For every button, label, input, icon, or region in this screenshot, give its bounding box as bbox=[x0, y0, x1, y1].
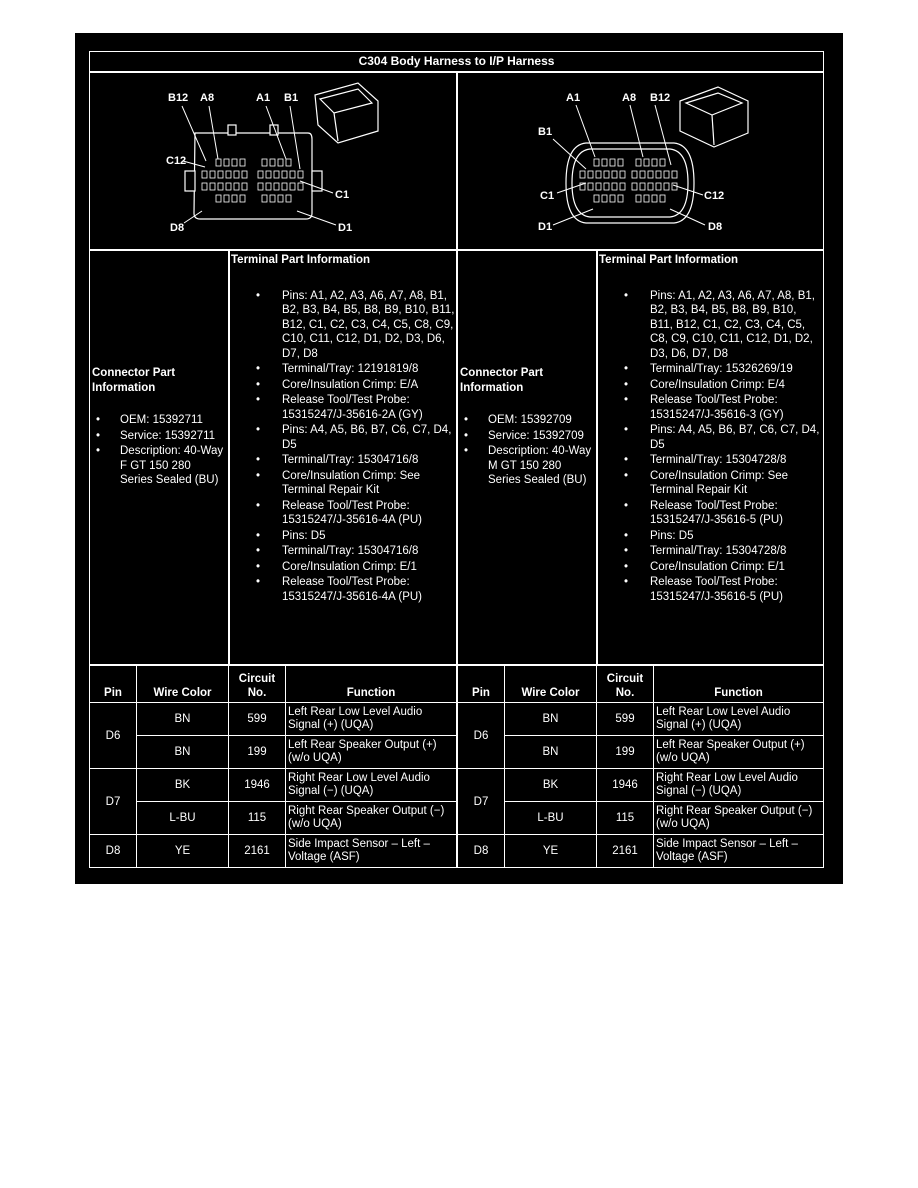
table-row bbox=[90, 769, 457, 802]
cavity bbox=[640, 171, 645, 178]
cavity bbox=[278, 159, 283, 166]
table-row bbox=[458, 769, 824, 802]
cavity bbox=[648, 171, 653, 178]
terminal-group bbox=[599, 423, 822, 528]
circuit-cell: 199 bbox=[229, 736, 286, 769]
cavity bbox=[596, 171, 601, 178]
table-row bbox=[458, 802, 824, 835]
cavity bbox=[652, 159, 657, 166]
cavity bbox=[210, 171, 215, 178]
terminal-info-item: • Release Tool/Test Probe: 15315247/J-35616-4A (PU) bbox=[231, 575, 455, 604]
cavity bbox=[604, 183, 609, 190]
terminal-group bbox=[231, 529, 455, 605]
connector-info-item: • Description: 40-Way F GT 150 280 Series Sealed (BU) bbox=[92, 444, 226, 488]
cavity bbox=[224, 195, 229, 202]
cavity bbox=[632, 183, 637, 190]
pin-cell: D8 bbox=[458, 835, 505, 868]
pin-label-c12: C12 bbox=[166, 155, 187, 167]
pin-label-b1: B1 bbox=[284, 92, 299, 104]
table-row bbox=[458, 835, 824, 868]
cavity bbox=[274, 171, 279, 178]
circuit-cell: 599 bbox=[597, 703, 654, 736]
pin-label-c1: C1 bbox=[335, 189, 350, 201]
terminal-info-item: • Pins: A1, A2, A3, A6, A7, A8, B1, B2, B3, B4, B5, B8, B9, B10, B11, B12, C1, C2, C3, C4, C5, C8, C9, C10, C11, C12, D1, D2, D3, D6, D7, D8 bbox=[231, 289, 455, 362]
cavity bbox=[258, 171, 263, 178]
header-pin: Pin bbox=[458, 666, 505, 703]
connector-info-item: • Service: 15392709 bbox=[460, 429, 594, 444]
wire-color-cell: BK bbox=[137, 769, 229, 802]
pin-label-a8: A8 bbox=[200, 92, 215, 104]
cavity bbox=[224, 159, 229, 166]
cavity bbox=[240, 159, 245, 166]
table-row bbox=[90, 736, 457, 769]
circuit-cell: 2161 bbox=[597, 835, 654, 868]
table-row bbox=[90, 703, 457, 736]
cavity bbox=[644, 195, 649, 202]
wire-color-cell: BN bbox=[505, 736, 597, 769]
right-pin-table bbox=[457, 665, 824, 868]
function-cell: Right Rear Speaker Output (−) (w/o UQA) bbox=[654, 802, 824, 835]
header-pin: Pin bbox=[90, 666, 137, 703]
right-connector-info bbox=[460, 366, 594, 489]
terminal-group bbox=[599, 289, 822, 423]
terminal-info-item: • Pins: A1, A2, A3, A6, A7, A8, B1, B2, B3, B4, B5, B8, B9, B10, B11, B12, C1, C2, C3, C4, C5, C8, C9, C10, C11, C12, D1, D2, D3, D6, D7, D8 bbox=[599, 289, 822, 362]
function-cell: Left Rear Speaker Output (+) (w/o UQA) bbox=[654, 736, 824, 769]
pin-label-a1: A1 bbox=[566, 92, 581, 104]
terminal-info-item: • Pins: A4, A5, B6, B7, C6, C7, D4, D5 bbox=[231, 423, 455, 452]
terminal-group bbox=[599, 529, 822, 605]
cavity bbox=[266, 183, 271, 190]
pin-cell: D6 bbox=[90, 703, 137, 769]
wire-color-cell: BN bbox=[137, 736, 229, 769]
cavity bbox=[298, 171, 303, 178]
cavity bbox=[588, 183, 593, 190]
cavity bbox=[596, 183, 601, 190]
pin-label-c1: C1 bbox=[540, 190, 555, 202]
table-row bbox=[90, 802, 457, 835]
function-cell: Left Rear Speaker Output (+) (w/o UQA) bbox=[286, 736, 457, 769]
pin-label-d8: D8 bbox=[708, 221, 723, 233]
cavity bbox=[210, 183, 215, 190]
cavity bbox=[588, 171, 593, 178]
function-cell: Right Rear Speaker Output (−) (w/o UQA) bbox=[286, 802, 457, 835]
cavity bbox=[218, 171, 223, 178]
terminal-info-item: • Terminal/Tray: 15304728/8 bbox=[599, 453, 822, 468]
pin-label-a8: A8 bbox=[622, 92, 637, 104]
pin-label-a1: A1 bbox=[256, 92, 271, 104]
terminal-info-item: • Terminal/Tray: 15304716/8 bbox=[231, 544, 455, 559]
right-terminal-info bbox=[599, 253, 822, 605]
wire-color-cell: BN bbox=[505, 703, 597, 736]
terminal-info-item: • Terminal/Tray: 12191819/8 bbox=[231, 362, 455, 377]
circuit-cell: 115 bbox=[229, 802, 286, 835]
header-wire: Wire Color bbox=[137, 666, 229, 703]
left-connector-diagram bbox=[90, 73, 456, 249]
cavity bbox=[226, 183, 231, 190]
terminal-info-item: • Release Tool/Test Probe: 15315247/J-35616-4A (PU) bbox=[231, 499, 455, 528]
cavity bbox=[274, 183, 279, 190]
table-row bbox=[458, 736, 824, 769]
cavity bbox=[632, 171, 637, 178]
cavity bbox=[216, 159, 221, 166]
table-row bbox=[90, 835, 457, 868]
terminal-info-heading: Terminal Part Information bbox=[599, 254, 739, 266]
terminal-info-item: • Terminal/Tray: 15326269/19 bbox=[599, 362, 822, 377]
cavity bbox=[218, 183, 223, 190]
pin-label-c12: C12 bbox=[704, 190, 725, 202]
terminal-info-item: • Core/Insulation Crimp: E/1 bbox=[599, 560, 822, 575]
connector-info-item: • OEM: 15392711 bbox=[92, 413, 226, 428]
cavity bbox=[278, 195, 283, 202]
pin-cell: D7 bbox=[90, 769, 137, 835]
cavity bbox=[232, 159, 237, 166]
wire-color-cell: YE bbox=[137, 835, 229, 868]
cavity bbox=[656, 183, 661, 190]
cavity bbox=[602, 159, 607, 166]
terminal-info-item: • Core/Insulation Crimp: E/A bbox=[231, 378, 455, 393]
cavity bbox=[648, 183, 653, 190]
cavity bbox=[286, 195, 291, 202]
cavity bbox=[620, 183, 625, 190]
function-cell: Side Impact Sensor – Left – Voltage (ASF) bbox=[286, 835, 457, 868]
cavity bbox=[282, 171, 287, 178]
cavity bbox=[580, 171, 585, 178]
terminal-info-item: • Core/Insulation Crimp: See Terminal Repair Kit bbox=[231, 469, 455, 498]
cavity bbox=[240, 195, 245, 202]
cavity bbox=[242, 183, 247, 190]
cavity bbox=[636, 195, 641, 202]
cavity bbox=[656, 171, 661, 178]
page-title: C304 Body Harness to I/P Harness bbox=[89, 51, 824, 72]
pin-label-b12: B12 bbox=[168, 92, 189, 104]
cavity bbox=[234, 171, 239, 178]
connector-info-item: • Description: 40-Way M GT 150 280 Series Sealed (BU) bbox=[460, 444, 594, 488]
terminal-group bbox=[231, 423, 455, 528]
cavity bbox=[660, 195, 665, 202]
terminal-info-item: • Release Tool/Test Probe: 15315247/J-35616-2A (GY) bbox=[231, 393, 455, 422]
wire-color-cell: BN bbox=[137, 703, 229, 736]
cavity bbox=[594, 195, 599, 202]
connector-info-item: • Service: 15392711 bbox=[92, 429, 226, 444]
cavity bbox=[216, 195, 221, 202]
cavity bbox=[620, 171, 625, 178]
cavity bbox=[234, 183, 239, 190]
cavity bbox=[202, 183, 207, 190]
cavity bbox=[618, 159, 623, 166]
cavity bbox=[610, 159, 615, 166]
cavity bbox=[258, 183, 263, 190]
terminal-info-item: • Terminal/Tray: 15304716/8 bbox=[231, 453, 455, 468]
terminal-info-item: • Core/Insulation Crimp: E/4 bbox=[599, 378, 822, 393]
cavity bbox=[298, 183, 303, 190]
cavity bbox=[290, 183, 295, 190]
cavity bbox=[594, 159, 599, 166]
cavity bbox=[282, 183, 287, 190]
circuit-cell: 199 bbox=[597, 736, 654, 769]
pin-label-b12: B12 bbox=[650, 92, 671, 104]
connector-info-heading: Connector Part Information bbox=[460, 367, 544, 394]
cavity bbox=[672, 171, 677, 178]
circuit-cell: 115 bbox=[597, 802, 654, 835]
cavity bbox=[664, 171, 669, 178]
header-function: Function bbox=[654, 666, 824, 703]
circuit-cell: 1946 bbox=[597, 769, 654, 802]
left-connector-info bbox=[92, 366, 226, 489]
pin-cell: D6 bbox=[458, 703, 505, 769]
cavity bbox=[664, 183, 669, 190]
terminal-group bbox=[231, 289, 455, 423]
pin-label-b1: B1 bbox=[538, 126, 553, 138]
cavity bbox=[262, 159, 267, 166]
cavity bbox=[290, 171, 295, 178]
terminal-info-item: • Pins: D5 bbox=[231, 529, 455, 544]
terminal-info-item: • Pins: D5 bbox=[599, 529, 822, 544]
function-cell: Side Impact Sensor – Left – Voltage (ASF) bbox=[654, 835, 824, 868]
cavity bbox=[610, 195, 615, 202]
left-pin-table bbox=[89, 665, 457, 868]
wire-color-cell: L-BU bbox=[137, 802, 229, 835]
terminal-info-item: • Core/Insulation Crimp: E/1 bbox=[231, 560, 455, 575]
wire-color-cell: YE bbox=[505, 835, 597, 868]
header-circuit: Circuit No. bbox=[597, 666, 654, 703]
header-circuit: Circuit No. bbox=[229, 666, 286, 703]
pin-label-d1: D1 bbox=[538, 221, 553, 233]
cavity bbox=[612, 183, 617, 190]
wire-color-cell: BK bbox=[505, 769, 597, 802]
connector-info-heading: Connector Part Information bbox=[92, 367, 176, 394]
function-cell: Left Rear Low Level Audio Signal (+) (UQA) bbox=[654, 703, 824, 736]
cavity bbox=[266, 171, 271, 178]
function-cell: Right Rear Low Level Audio Signal (−) (UQA) bbox=[286, 769, 457, 802]
terminal-info-item: • Core/Insulation Crimp: See Terminal Repair Kit bbox=[599, 469, 822, 498]
function-cell: Left Rear Low Level Audio Signal (+) (UQA) bbox=[286, 703, 457, 736]
cavity bbox=[636, 159, 641, 166]
cavity bbox=[270, 159, 275, 166]
cavity bbox=[612, 171, 617, 178]
terminal-info-heading: Terminal Part Information bbox=[231, 254, 371, 266]
pin-label-d1: D1 bbox=[338, 222, 353, 234]
wire-color-cell: L-BU bbox=[505, 802, 597, 835]
left-terminal-info bbox=[231, 253, 455, 605]
right-connector-diagram bbox=[458, 73, 823, 249]
circuit-cell: 1946 bbox=[229, 769, 286, 802]
cavity bbox=[602, 195, 607, 202]
terminal-info-item: • Release Tool/Test Probe: 15315247/J-35616-5 (PU) bbox=[599, 499, 822, 528]
cavity bbox=[652, 195, 657, 202]
terminal-info-item: • Terminal/Tray: 15304728/8 bbox=[599, 544, 822, 559]
header-function: Function bbox=[286, 666, 457, 703]
cavity bbox=[242, 171, 247, 178]
function-cell: Right Rear Low Level Audio Signal (−) (UQA) bbox=[654, 769, 824, 802]
cavity bbox=[640, 183, 645, 190]
connector-info-item: • OEM: 15392709 bbox=[460, 413, 594, 428]
cavity bbox=[226, 171, 231, 178]
pin-label-d8: D8 bbox=[170, 222, 185, 234]
cavity bbox=[286, 159, 291, 166]
cavity bbox=[618, 195, 623, 202]
cavity bbox=[262, 195, 267, 202]
terminal-info-item: • Pins: A4, A5, B6, B7, C6, C7, D4, D5 bbox=[599, 423, 822, 452]
cavity bbox=[232, 195, 237, 202]
pin-cell: D8 bbox=[90, 835, 137, 868]
circuit-cell: 2161 bbox=[229, 835, 286, 868]
circuit-cell: 599 bbox=[229, 703, 286, 736]
cavity bbox=[270, 195, 275, 202]
pin-cell: D7 bbox=[458, 769, 505, 835]
cavity bbox=[202, 171, 207, 178]
terminal-info-item: • Release Tool/Test Probe: 15315247/J-35616-3 (GY) bbox=[599, 393, 822, 422]
terminal-info-item: • Release Tool/Test Probe: 15315247/J-35616-5 (PU) bbox=[599, 575, 822, 604]
cavity bbox=[644, 159, 649, 166]
cavity bbox=[604, 171, 609, 178]
cavity bbox=[660, 159, 665, 166]
header-wire: Wire Color bbox=[505, 666, 597, 703]
table-row bbox=[458, 703, 824, 736]
